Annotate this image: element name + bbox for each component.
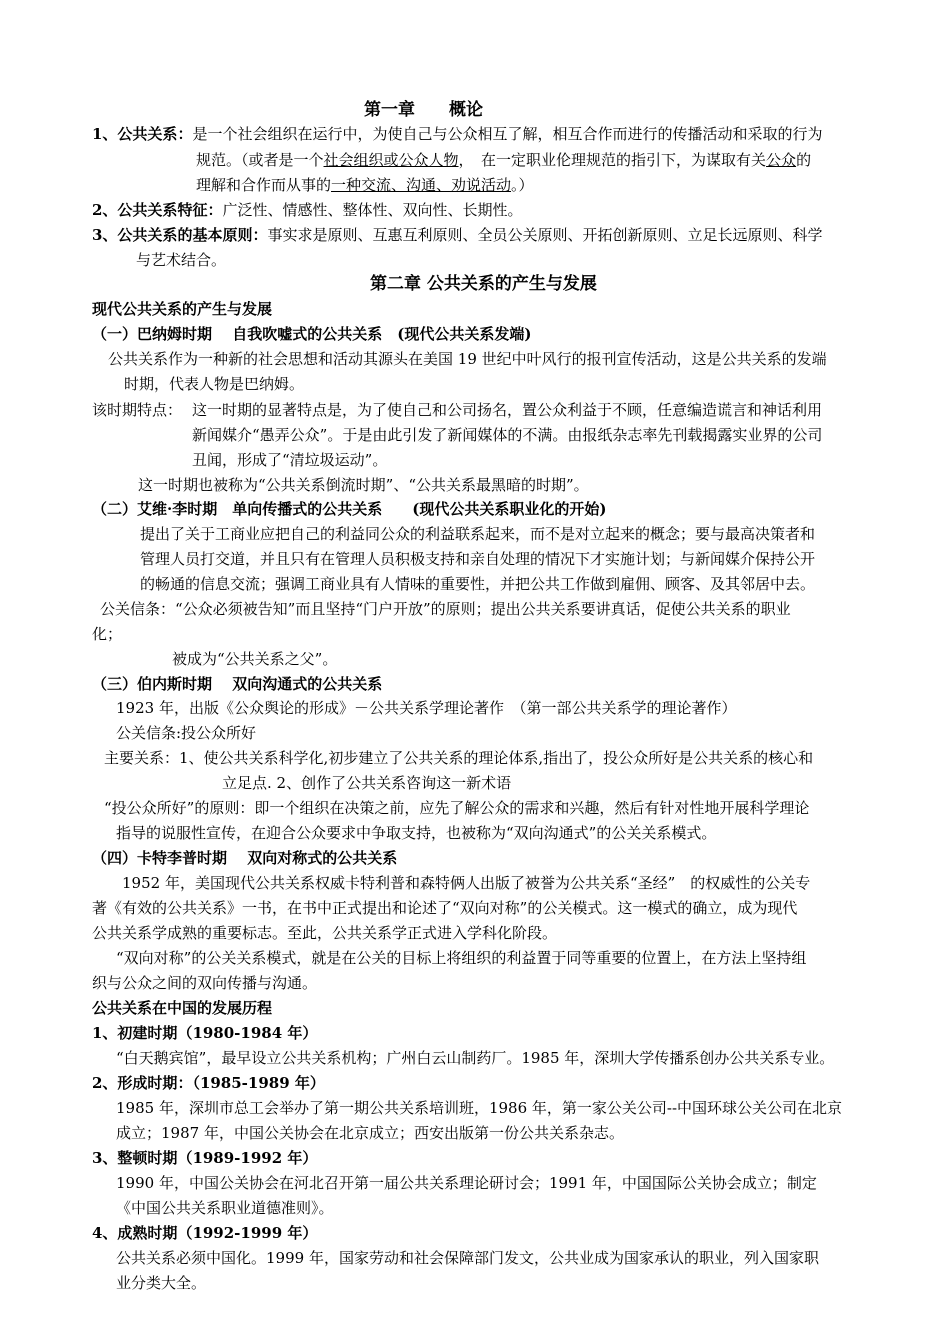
feature-label: 该时期特点： <box>92 401 183 419</box>
text-run: ， 在一定职业伦理规范的指引下，为谋取有关 <box>458 151 767 169</box>
paragraph-line: 成立；1987 年，中国公关协会在北京成立；西安出版第一份公共关系杂志。 <box>116 1124 624 1142</box>
paragraph-line: 织与公众之间的双向传播与沟通。 <box>92 974 318 992</box>
paragraph-line: 1990 年，中国公关协会在河北召开第一届公共关系理论研讨会；1991 年，中国国际公关协会成立；制定 <box>116 1174 817 1192</box>
underlined-term: 公众 <box>766 151 797 169</box>
paragraph-line: 这一时期也被称为“公共关系倒流时期”、“公共关系最黑暗的时期”。 <box>138 476 589 494</box>
paragraph-line: 指导的说服性宣传，在迎合公众要求中争取支持，也被称为“双向沟通式”的公关关系模式。 <box>116 824 717 842</box>
underlined-term: 社会组织或公众人物 <box>323 151 459 169</box>
china-period-4-heading: 4、成熟时期（1992-1999 年） <box>92 1224 318 1242</box>
paragraph-line: 这一时期的显著特点是，为了使自己和公司扬名，置公众利益于不顾，任意编造谎言和神话利用 <box>192 401 823 419</box>
paragraph-line: 的畅通的信息交流；强调工商业具有人情味的重要性，并把公共工作做到雇佣、顾客、及其邻居中去。 <box>140 575 816 593</box>
item-text: 广泛性、情感性、整体性、双向性、长期性。 <box>222 201 523 219</box>
text-run: 规范。（或者是一个 <box>196 151 324 169</box>
paragraph-line: “双向对称”的公关关系模式，就是在公关的目标上将组织的利益置于同等重要的位置上，在方法上坚持组 <box>116 949 807 967</box>
paragraph-line: 公共关系必须中国化。1999 年，国家劳动和社会保障部门发文，公共业成为国家承认的职业，列入国家职 <box>116 1249 819 1267</box>
chapter-2-title: 第二章 公共关系的产生与发展 <box>370 274 597 294</box>
paragraph-line: “投公众所好”的原则：即一个组织在决策之前，应先了解公众的需求和兴趣，然后有针对性地开展科学理论 <box>104 799 810 817</box>
period-4-heading: （四）卡特李普时期 双向对称式的公共关系 <box>92 849 398 867</box>
period-1-heading: （一）巴纳姆时期 自我吹嘘式的公共关系 (现代公共关系发端) <box>92 325 532 343</box>
paragraph-line: 主要关系：1、使公共关系科学化,初步建立了公共关系的理论体系,指出了，投公众所好是公共关系的核心和 <box>104 749 814 767</box>
ch1-item-3 <box>92 223 822 247</box>
item-text: 事实求是原则、互惠互利原则、全员公关原则、开拓创新原则、立足长远原则、科学 <box>267 226 823 244</box>
item-label: 2、公共关系特征： <box>92 201 223 219</box>
item-label: 1、公共关系： <box>92 125 193 143</box>
text-run: 理解和合作而从事的 <box>196 176 332 194</box>
paragraph-line: 公共关系学成熟的重要标志。至此，公共关系学正式进入学科化阶段。 <box>92 924 558 942</box>
paragraph-line: 化； <box>92 625 123 643</box>
paragraph-line: 著《有效的公共关系》一书，在书中正式提出和论述了“双向对称”的公关模式。这一模式的确立，成为现代 <box>92 899 798 917</box>
section-heading: 公共关系在中国的发展历程 <box>92 999 273 1017</box>
text-run: 。） <box>511 176 534 194</box>
section-heading: 现代公共关系的产生与发展 <box>92 300 273 318</box>
paragraph-line: 管理人员打交道，并且只有在管理人员积极支持和亲自处理的情况下才实施计划；与新闻媒介保持公开 <box>140 550 816 568</box>
paragraph-line: 公共关系作为一种新的社会思想和活动其源头在美国 19 世纪中叶风行的报刊宣传活动，这是公共关系的发端 <box>108 350 827 368</box>
chapter-1-title: 第一章 概论 <box>364 100 483 120</box>
paragraph-line: 立足点. 2、创作了公共关系咨询这一新术语 <box>222 774 512 792</box>
paragraph-line: 提出了关于工商业应把自己的利益同公众的利益联系起来，而不是对立起来的概念；要与最高决策者和 <box>140 525 816 543</box>
paragraph-line: 丑闻，形成了“清垃圾运动”。 <box>192 451 388 469</box>
paragraph-line: “白天鹅宾馆”，最早设立公共关系机构；广州白云山制药厂。1985 年，深圳大学传播系创办公共关系专业。 <box>116 1049 835 1067</box>
period-3-heading: （三）伯内斯时期 双向沟通式的公共关系 <box>92 675 383 693</box>
china-period-2-heading: 2、形成时期：（1985-1989 年） <box>92 1074 325 1092</box>
paragraph-line: 1923 年，出版《公众舆论的形成》－公共关系学理论著作 （第一部公共关系学的理论著作） <box>116 699 737 717</box>
paragraph-line: 时期，代表人物是巴纳姆。 <box>124 375 305 393</box>
paragraph-line: 1985 年，深圳市总工会举办了第一期公共关系培训班，1986 年，第一家公关公司--中国环球公关公司在北京 <box>116 1099 843 1117</box>
ch1-item-2 <box>92 198 522 222</box>
paragraph-line: 1952 年，美国现代公共关系权威卡特利普和森特俩人出版了被誉为公共关系“圣经” 的权威性的公关专 <box>122 874 811 892</box>
item-label: 3、公共关系的基本原则： <box>92 226 268 244</box>
paragraph-line: 被成为“公共关系之父”。 <box>172 650 338 668</box>
paragraph-line: 新闻媒介“愚弄公众”。于是由此引发了新闻媒体的不满。由报纸杂志率先刊载揭露实业界的公司 <box>192 426 823 444</box>
ch1-item-3-line2: 与艺术结合。 <box>136 251 227 269</box>
paragraph-line: 公关信条：“公众必须被告知”而且坚持“门户开放”的原则；提出公共关系要讲真话，促使公共关系的职业 <box>100 600 791 618</box>
item-text: 是一个社会组织在运行中，为使自己与公众相互了解，相互合作而进行的传播活动和采取的行为 <box>192 125 823 143</box>
china-period-3-heading: 3、整顿时期（1989-1992 年） <box>92 1149 318 1167</box>
china-period-1-heading: 1、初建时期（1980-1984 年） <box>92 1024 318 1042</box>
ch1-item-1 <box>92 122 822 146</box>
paragraph-line: 《中国公共关系职业道德准则》。 <box>116 1199 334 1217</box>
text-run: 的 <box>796 151 812 169</box>
period-2-heading: （二）艾维·李时期 单向传播式的公共关系 (现代公共关系职业化的开始) <box>92 500 607 518</box>
ch1-item-1-line3 <box>196 173 534 197</box>
underlined-term: 一种交流、沟通、劝说活动 <box>331 176 512 194</box>
ch1-item-1-line2 <box>196 148 811 172</box>
paragraph-line: 业分类大全。 <box>116 1274 207 1292</box>
paragraph-line: 公关信条:投公众所好 <box>116 724 257 742</box>
